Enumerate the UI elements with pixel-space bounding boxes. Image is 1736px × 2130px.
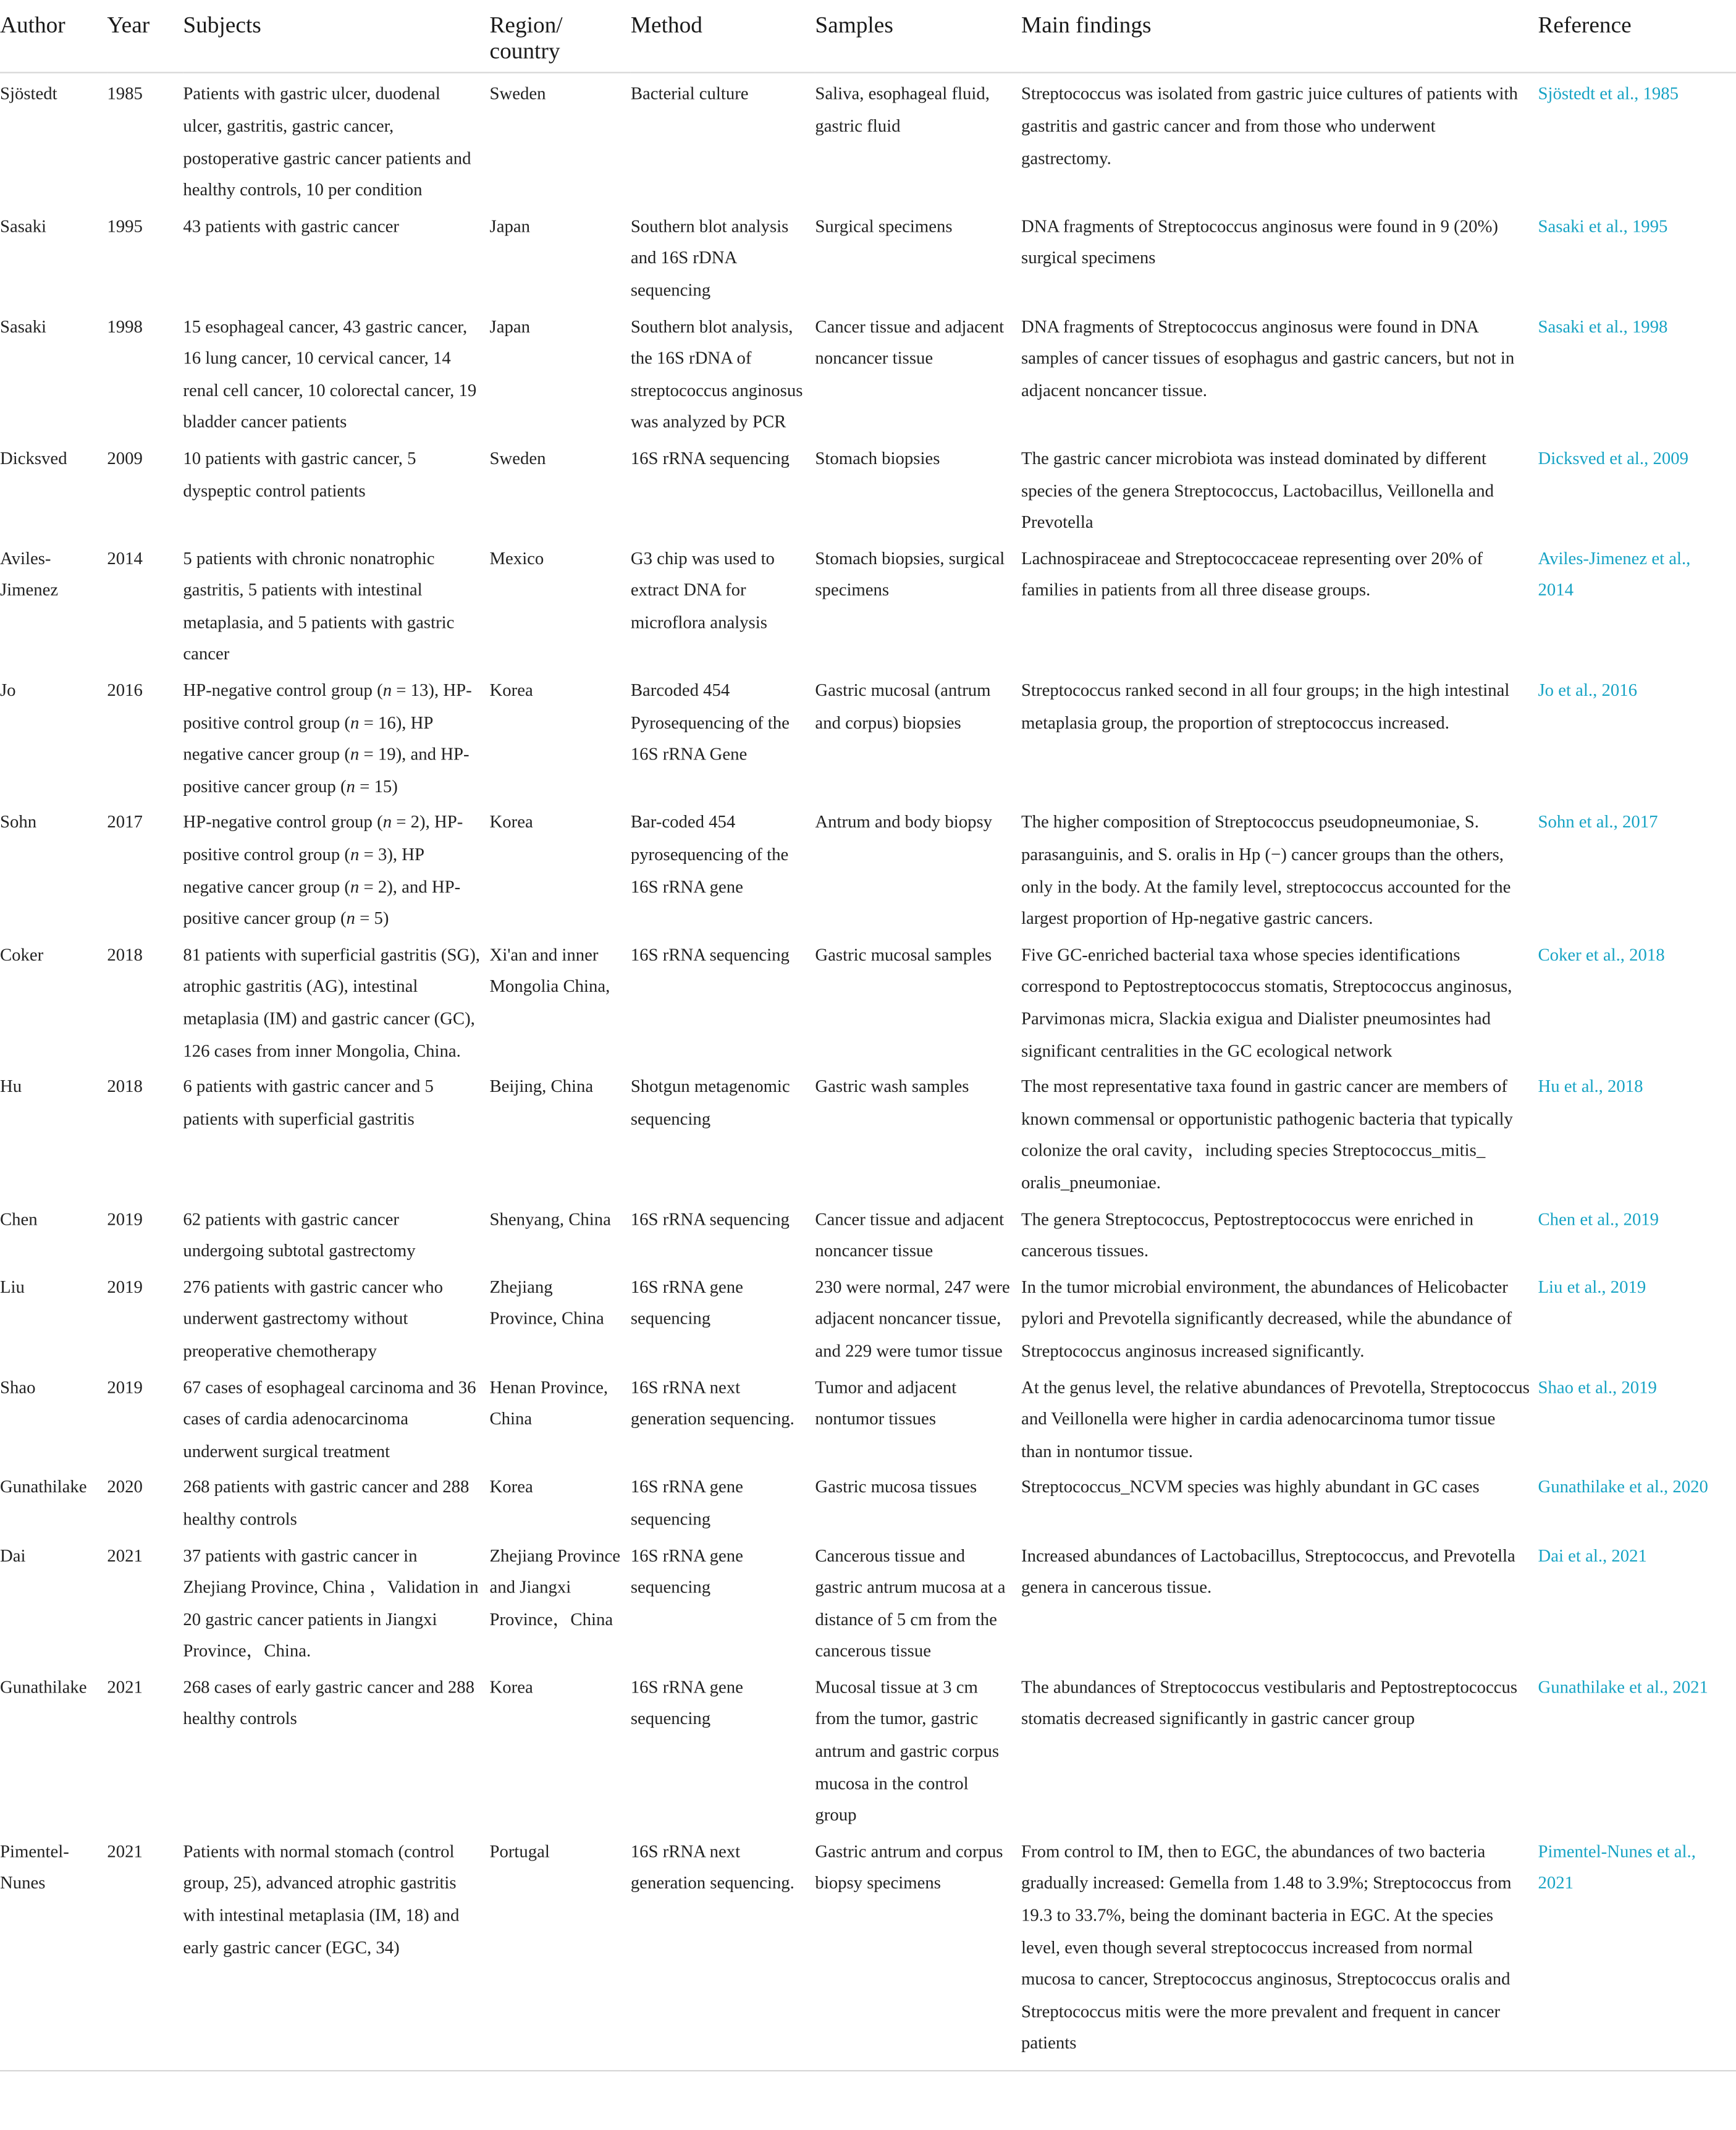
author-cell: Pimentel-Nunes bbox=[0, 1831, 107, 2071]
main-findings-cell: The most representative taxa found in gastric cancer are members of known commensal or opportunistic pathogenic bacteria that typically colonize the oral cavity，including species Streptococcus_mitis_ oralis_pneumoniae. bbox=[1021, 1076, 1513, 1193]
method-cell: Southern blot analysis, the 16S rDNA of streptococcus anginosus was analyzed by PCR bbox=[630, 315, 803, 432]
author-cell: Sasaki bbox=[0, 315, 47, 336]
region-cell: Sweden bbox=[489, 447, 546, 468]
region-cell: Shenyang, China bbox=[489, 1208, 611, 1228]
region-cell: Korea bbox=[489, 811, 533, 832]
region-cell: Korea bbox=[489, 679, 533, 700]
column-header: Method bbox=[631, 0, 815, 73]
table-row bbox=[0, 538, 1736, 670]
year-cell: 2014 bbox=[107, 547, 143, 568]
table-row bbox=[0, 934, 1736, 1067]
method-cell: Barcoded 454 Pyrosequencing of the 16S rRNA Gene bbox=[630, 679, 790, 764]
main-findings-cell: Streptococcus_NCVM species was highly abundant in GC cases bbox=[1021, 1476, 1480, 1497]
main-findings-cell: The higher composition of Streptococcus pseudopneumoniae, S. parasanguinis, and S. oralis in Hp (−) cancer groups than the others, only in the body. At the family level, streptococcus accounted for the largest proportion of Hp-negative gastric cancers. bbox=[1021, 811, 1511, 929]
subjects-cell: HP-negative control group (n = 13), HP-positive control group (n = 16), HP negative cancer group (n = 19), and HP-positive cancer group (n = 15) bbox=[183, 679, 472, 797]
subjects-cell: 37 patients with gastric cancer in Zhejiang Province, China ，Validation in 20 gastric cancer patients in Jiangxi Province，China. bbox=[183, 1544, 479, 1661]
samples-cell: Gastric mucosal (antrum and corpus) biopsies bbox=[815, 679, 991, 732]
main-findings-cell: The gastric cancer microbiota was instead dominated by different species of the genera Streptococcus, Lactobacillus, Veillonella and Prevotella bbox=[1021, 447, 1494, 532]
header-row bbox=[0, 0, 1736, 73]
table-row bbox=[0, 1667, 1736, 1832]
subjects-cell: Patients with gastric ulcer, duodenal ulcer, gastritis, gastric cancer, postoperative gastric cancer patients and healthy controls, 10 per condition bbox=[183, 83, 471, 200]
samples-cell: Mucosal tissue at 3 cm from the tumor, gastric antrum and gastric corpus mucosa in the control group bbox=[815, 1676, 1000, 1825]
method-cell: 16S rRNA sequencing bbox=[630, 1208, 790, 1228]
method-cell: 16S rRNA next generation sequencing. bbox=[631, 1831, 815, 2071]
author-cell: Sasaki bbox=[0, 215, 47, 236]
region-cell: Mexico bbox=[489, 547, 544, 568]
reference-link[interactable]: Aviles-Jimenez et al., 2014 bbox=[1538, 547, 1691, 600]
region-cell: Sweden bbox=[489, 83, 546, 104]
region-cell: Portugal bbox=[490, 1831, 631, 2071]
author-cell: Sohn bbox=[0, 811, 37, 832]
region-cell: Korea bbox=[489, 1476, 533, 1497]
table-row bbox=[0, 306, 1736, 438]
region-cell: Henan Province, China bbox=[489, 1376, 609, 1429]
samples-cell: Cancer tissue and adjacent noncancer tissue bbox=[815, 315, 1005, 368]
reference-link[interactable]: Shao et al., 2019 bbox=[1538, 1376, 1657, 1397]
main-findings-cell: Streptococcus was isolated from gastric juice cultures of patients with gastritis and gastric cancer and from those who underwent gastrectomy. bbox=[1021, 83, 1518, 168]
year-cell: 2018 bbox=[107, 1076, 143, 1097]
region-cell: Beijing, China bbox=[489, 1076, 594, 1097]
column-header: Author bbox=[0, 0, 107, 73]
subjects-cell: 268 patients with gastric cancer and 288 healthy controls bbox=[183, 1476, 470, 1529]
year-cell: 2021 bbox=[107, 1676, 143, 1697]
reference-link[interactable]: Sasaki et al., 1995 bbox=[1538, 215, 1668, 236]
table-row bbox=[0, 1467, 1736, 1535]
method-cell: 16S rRNA next generation sequencing. bbox=[630, 1376, 794, 1429]
reference-link[interactable]: Pimentel-Nunes et al., 2021 bbox=[1538, 1831, 1736, 2071]
reference-link[interactable]: Dicksved et al., 2009 bbox=[1538, 447, 1688, 468]
year-cell: 1995 bbox=[107, 215, 143, 236]
method-cell: Shotgun metagenomic sequencing bbox=[630, 1076, 790, 1129]
reference-link[interactable]: Hu et al., 2018 bbox=[1538, 1076, 1643, 1097]
reference-link[interactable]: Dai et al., 2021 bbox=[1538, 1544, 1647, 1565]
subjects-cell: 268 cases of early gastric cancer and 288 healthy controls bbox=[183, 1676, 475, 1729]
column-header: Main findings bbox=[1021, 0, 1538, 73]
table-row bbox=[0, 1367, 1736, 1467]
method-cell: Bar-coded 454 pyrosequencing of the 16S rRNA gene bbox=[630, 811, 789, 897]
year-cell: 2021 bbox=[107, 1544, 143, 1565]
samples-cell: Gastric wash samples bbox=[815, 1076, 969, 1097]
author-cell: Liu bbox=[0, 1276, 25, 1297]
author-cell: Shao bbox=[0, 1376, 36, 1397]
subjects-cell: 5 patients with chronic nonatrophic gastritis, 5 patients with intestinal metaplasia, and 5 patients with gastric cancer bbox=[183, 547, 455, 664]
table-row bbox=[0, 438, 1736, 538]
author-cell: Dai bbox=[0, 1544, 26, 1565]
year-cell: 2021 bbox=[107, 1831, 183, 2071]
subjects-cell: Patients with normal stomach (control group, 25), advanced atrophic gastritis with intestinal metaplasia (IM, 18) and early gastric cancer (EGC, 34) bbox=[183, 1831, 489, 2071]
method-cell: 16S rRNA gene sequencing bbox=[630, 1276, 743, 1329]
year-cell: 2009 bbox=[107, 447, 143, 468]
reference-link[interactable]: Sohn et al., 2017 bbox=[1538, 811, 1658, 832]
subjects-cell: 15 esophageal cancer, 43 gastric cancer, 16 lung cancer, 10 cervical cancer, 14 renal cell cancer, 10 colorectal cancer, 19 bladder cancer patients bbox=[183, 315, 477, 432]
samples-cell: Stomach biopsies, surgical specimens bbox=[815, 547, 1005, 600]
reference-link[interactable]: Jo et al., 2016 bbox=[1538, 679, 1637, 700]
table-row bbox=[0, 206, 1736, 306]
year-cell: 2020 bbox=[107, 1476, 143, 1497]
year-cell: 1985 bbox=[107, 83, 143, 104]
method-cell: 16S rRNA sequencing bbox=[630, 944, 790, 965]
main-findings-cell: In the tumor microbial environment, the abundances of Helicobacter pylori and Prevotella significantly decreased, while the abundance of Streptococcus anginosus increased significantly. bbox=[1021, 1276, 1512, 1361]
column-header: Samples bbox=[815, 0, 1021, 73]
subjects-cell: HP-negative control group (n = 2), HP-positive control group (n = 3), HP negative cancer group (n = 2), and HP-positive cancer group (n = 5) bbox=[183, 811, 463, 929]
author-cell: Gunathilake bbox=[0, 1676, 87, 1697]
subjects-cell: 6 patients with gastric cancer and 5 patients with superficial gastritis bbox=[183, 1076, 434, 1129]
column-header: Region/ country bbox=[490, 0, 631, 73]
main-findings-cell: From control to IM, then to EGC, the abundances of two bacteria gradually increased: Gemella from 1.48 to 3.9%; Streptococcus from 19.3 to 33.7%, being the dominant bacteria in EGC. At the species level, even though several streptococcus increased from normal mucosa to cancer, Streptococcus anginosus, Streptococcus oralis and Streptococcus mitis were the more prevalent and frequent in cancer patients bbox=[1021, 1831, 1538, 2071]
reference-link[interactable]: Liu et al., 2019 bbox=[1538, 1276, 1646, 1297]
samples-cell: Surgical specimens bbox=[815, 215, 953, 236]
main-findings-cell: DNA fragments of Streptococcus anginosus were found in 9 (20%) surgical specimens bbox=[1021, 215, 1499, 268]
year-cell: 2017 bbox=[107, 811, 143, 832]
region-cell: Xi'an and inner Mongolia China, bbox=[489, 944, 610, 997]
subjects-cell: 67 cases of esophageal carcinoma and 36 cases of cardia adenocarcinoma underwent surgical treatment bbox=[183, 1376, 476, 1461]
subjects-cell: 276 patients with gastric cancer who underwent gastrectomy without preoperative chemotherapy bbox=[183, 1276, 444, 1361]
main-findings-cell: Increased abundances of Lactobacillus, Streptococcus, and Prevotella genera in cancerous tissue. bbox=[1021, 1544, 1515, 1597]
main-findings-cell: Five GC-enriched bacterial taxa whose species identifications correspond to Peptostreptococcus stomatis, Streptococcus anginosus, Parvimonas micra, Slackia exigua and Dialister pneumosintes had significant centralities in the GC ecological network bbox=[1021, 944, 1512, 1060]
region-cell: Japan bbox=[489, 315, 530, 336]
samples-cell: Gastric mucosal samples bbox=[815, 944, 992, 965]
samples-cell: Cancerous tissue and gastric antrum mucosa at a distance of 5 cm from the cancerous tissue bbox=[815, 1544, 1006, 1661]
reference-link[interactable]: Sjöstedt et al., 1985 bbox=[1538, 83, 1679, 104]
table-row bbox=[0, 1267, 1736, 1367]
year-cell: 2018 bbox=[107, 944, 143, 965]
method-cell: 16S rRNA gene sequencing bbox=[630, 1476, 743, 1529]
author-cell: Hu bbox=[0, 1076, 22, 1097]
method-cell: Southern blot analysis and 16S rDNA sequencing bbox=[630, 215, 789, 300]
method-cell: 16S rRNA gene sequencing bbox=[630, 1676, 743, 1729]
table-row bbox=[0, 802, 1736, 934]
year-cell: 2019 bbox=[107, 1276, 143, 1297]
column-header: Subjects bbox=[183, 0, 489, 73]
region-cell: Zhejiang Province and Jiangxi Province，China bbox=[489, 1544, 621, 1629]
samples-cell: Stomach biopsies bbox=[815, 447, 940, 468]
samples-cell: Antrum and body biopsy bbox=[815, 811, 993, 832]
author-cell: Chen bbox=[0, 1208, 38, 1228]
region-cell: Zhejiang Province, China bbox=[489, 1276, 604, 1329]
reference-link[interactable]: Chen et al., 2019 bbox=[1538, 1208, 1659, 1228]
year-cell: 1998 bbox=[107, 315, 143, 336]
year-cell: 2019 bbox=[107, 1376, 143, 1397]
author-cell: Coker bbox=[0, 944, 44, 965]
subjects-cell: 10 patients with gastric cancer, 5 dyspeptic control patients bbox=[183, 447, 416, 500]
samples-cell: Saliva, esophageal fluid, gastric fluid bbox=[815, 83, 990, 136]
reference-link[interactable]: Gunathilake et al., 2020 bbox=[1538, 1476, 1708, 1497]
table-row bbox=[0, 73, 1736, 206]
year-cell: 2019 bbox=[107, 1208, 143, 1228]
samples-cell: 230 were normal, 247 were adjacent noncancer tissue, and 229 were tumor tissue bbox=[815, 1276, 1010, 1361]
samples-cell: Gastric antrum and corpus biopsy specimens bbox=[815, 1831, 1021, 2071]
subjects-cell: 62 patients with gastric cancer undergoing subtotal gastrectomy bbox=[183, 1208, 416, 1261]
reference-link[interactable]: Gunathilake et al., 2021 bbox=[1538, 1676, 1708, 1697]
main-findings-cell: Streptococcus ranked second in all four groups; in the high intestinal metaplasia group, the proportion of streptococcus increased. bbox=[1021, 679, 1510, 732]
subjects-cell: 81 patients with superficial gastritis (SG), atrophic gastritis (AG), intestinal metaplasia (IM) and gastric cancer (GC), 126 cases from inner Mongolia, China. bbox=[183, 944, 480, 1060]
table-row bbox=[0, 1067, 1736, 1199]
table-row bbox=[0, 1831, 1736, 2071]
method-cell: 16S rRNA gene sequencing bbox=[630, 1544, 743, 1597]
author-cell: Sjöstedt bbox=[0, 83, 57, 104]
main-findings-cell: The abundances of Streptococcus vestibularis and Peptostreptococcus stomatis decreased significantly in gastric cancer group bbox=[1021, 1676, 1518, 1729]
samples-cell: Gastric mucosa tissues bbox=[815, 1476, 977, 1497]
method-cell: G3 chip was used to extract DNA for microflora analysis bbox=[630, 547, 775, 632]
author-cell: Gunathilake bbox=[0, 1476, 87, 1497]
table-row bbox=[0, 1535, 1736, 1667]
reference-link[interactable]: Sasaki et al., 1998 bbox=[1538, 315, 1668, 336]
main-findings-cell: At the genus level, the relative abundances of Prevotella, Streptococcus and Veillonella were higher in cardia adenocarcinoma tumor tissue than in nontumor tissue. bbox=[1021, 1376, 1530, 1461]
column-header: Year bbox=[107, 0, 183, 73]
column-header: Reference bbox=[1538, 0, 1736, 73]
author-cell: Jo bbox=[0, 679, 16, 700]
table-row bbox=[0, 670, 1736, 803]
main-findings-cell: DNA fragments of Streptococcus anginosus were found in DNA samples of cancer tissues of esophagus and gastric cancers, but not in adjacent noncancer tissue. bbox=[1021, 315, 1515, 400]
main-findings-cell: Lachnospiraceae and Streptococcaceae representing over 20% of families in patients from all three disease groups. bbox=[1021, 547, 1483, 600]
reference-link[interactable]: Coker et al., 2018 bbox=[1538, 944, 1665, 965]
table-body bbox=[0, 73, 1736, 2071]
author-cell: Aviles-Jimenez bbox=[0, 547, 59, 600]
main-findings-cell: The genera Streptococcus, Peptostreptococcus were enriched in cancerous tissues. bbox=[1021, 1208, 1473, 1261]
method-cell: 16S rRNA sequencing bbox=[630, 447, 790, 468]
samples-cell: Cancer tissue and adjacent noncancer tissue bbox=[815, 1208, 1005, 1261]
author-cell: Dicksved bbox=[0, 447, 67, 468]
method-cell: Bacterial culture bbox=[630, 83, 749, 104]
year-cell: 2016 bbox=[107, 679, 143, 700]
region-cell: Korea bbox=[489, 1676, 533, 1697]
region-cell: Japan bbox=[489, 215, 530, 236]
table-row bbox=[0, 1199, 1736, 1267]
subjects-cell: 43 patients with gastric cancer bbox=[183, 215, 399, 236]
samples-cell: Tumor and adjacent nontumor tissues bbox=[815, 1376, 957, 1429]
